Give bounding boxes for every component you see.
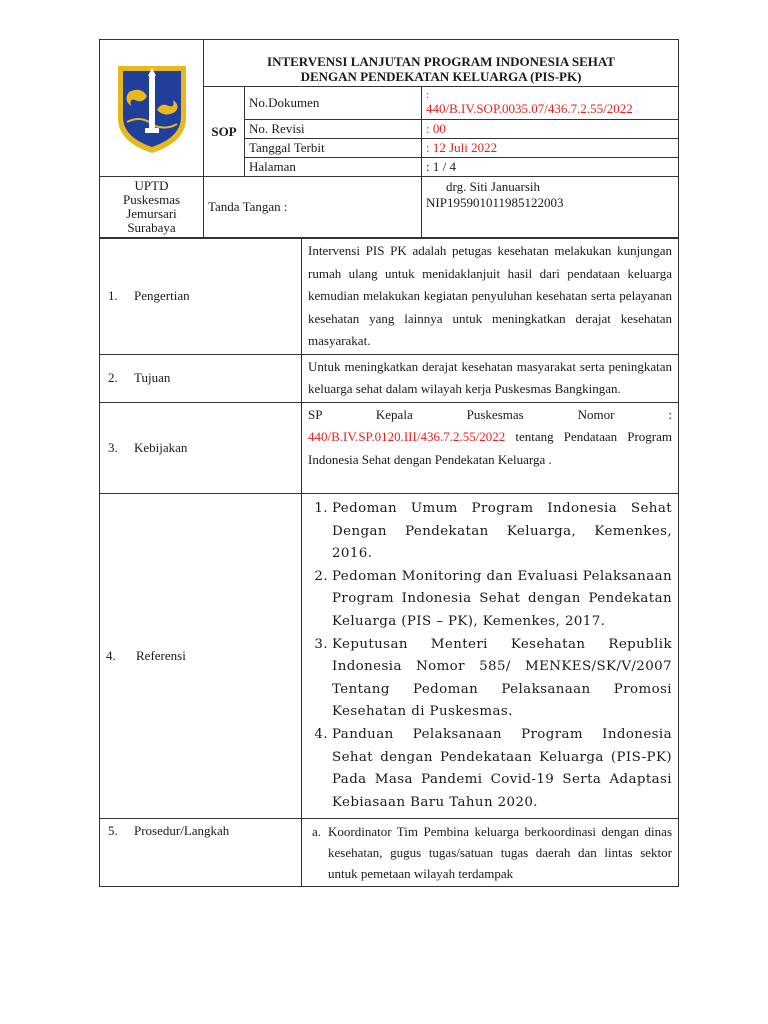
issue-date-value: : 12 Juli 2022 xyxy=(422,139,679,158)
section-label: 5. Prosedur/Langkah xyxy=(100,819,302,887)
issue-date-label: Tanggal Terbit xyxy=(245,139,422,158)
sop-content-table xyxy=(99,238,679,887)
list-item: 3. Keputusan Menteri Kesehatan Republik Indonesia Nomor 585/ MENKES/SK/V/2007 Tentang Pedoman Pelaksanaan Promosi Kesehatan di Puskesmas. xyxy=(314,636,672,720)
document-title: INTERVENSI LANJUTAN PROGRAM INDONESIA SEHAT DENGAN PENDEKATAN KELUARGA (PIS-PK) xyxy=(204,40,679,87)
section-referensi xyxy=(100,494,679,819)
surabaya-emblem-logo xyxy=(113,60,191,156)
prosedur-list xyxy=(302,819,679,887)
doc-number-value: : 440/B.IV.SOP.0035.07/436.7.2.55/2022 xyxy=(422,87,679,120)
signature-label: Tanda Tangan : xyxy=(204,177,422,238)
page-value: : 1 / 4 xyxy=(422,158,679,177)
section-label: 4. Referensi xyxy=(100,494,302,819)
revision-value: : 00 xyxy=(422,120,679,139)
kebijakan-text: SP Kepala Puskesmas Nomor : 440/B.IV.SP.0120.III/436.7.2.55/2022 tentang Pendataan Program Indonesia Sehat dengan Pendekatan Keluarga . xyxy=(302,402,679,494)
section-tujuan xyxy=(100,354,679,402)
organization-name: UPTD Puskesmas Jemursari Surabaya xyxy=(100,177,204,238)
revision-label: No. Revisi xyxy=(245,120,422,139)
signer-block xyxy=(422,177,679,238)
header-table xyxy=(99,39,679,238)
pengertian-text: Intervensi PIS PK adalah petugas kesehatan melakukan kunjungan rumah ulang untuk menidaklanjuit hasil dari pendataan keluarga kemudian melakukan kegiatan penyuluhan kesehatan serta pelayanan kesehatan yang lainnya untuk meningkatkan derajat kesehatan masyarakat. xyxy=(302,239,679,355)
list-item: a. Koordinator Tim Pembina keluarga berkoordinasi dengan dinas kesehatan, gugus tugas/satuan tugas daerah dan lintas sektor untuk pemetaan wilayah terdampak xyxy=(312,824,672,882)
sop-label: SOP xyxy=(204,87,245,177)
section-label: 2. Tujuan xyxy=(100,354,302,402)
page-label: Halaman xyxy=(245,158,422,177)
section-prosedur xyxy=(100,819,679,887)
section-label: 3. Kebijakan xyxy=(100,402,302,494)
doc-number-label: No.Dokumen xyxy=(245,87,422,120)
signer-name: drg. Siti Januarsih xyxy=(446,179,541,194)
referensi-list xyxy=(302,494,679,819)
tujuan-text: Untuk meningkatkan derajat kesehatan masyarakat serta peningkatan keluarga sehat dalam wilayah kerja Puskesmas Bangkingan. xyxy=(302,354,679,402)
list-item: 4. Panduan Pelaksanaan Program Indonesia Sehat dengan Pendekataan Keluarga (PIS-PK) Pada Masa Pandemi Covid-19 Serta Adaptasi Kebiasaan Baru Tahun 2020. xyxy=(314,726,672,810)
list-item: 1. Pedoman Umum Program Indonesia Sehat Dengan Pendekatan Keluarga, Kemenkes, 2016. xyxy=(314,501,672,562)
logo-cell xyxy=(100,40,204,177)
section-kebijakan xyxy=(100,402,679,494)
section-label: 1. Pengertian xyxy=(100,239,302,355)
policy-number: 440/B.IV.SP.0120.III/436.7.2.55/2022 xyxy=(308,429,506,444)
section-pengertian xyxy=(100,239,679,355)
signer-nip: NIP195901011985122003 xyxy=(426,195,564,210)
list-item: 2. Pedoman Monitoring dan Evaluasi Pelaksanaan Program Indonesia Sehat dengan Pendekatan Keluarga (PIS – PK), Kemenkes, 2017. xyxy=(314,568,672,629)
